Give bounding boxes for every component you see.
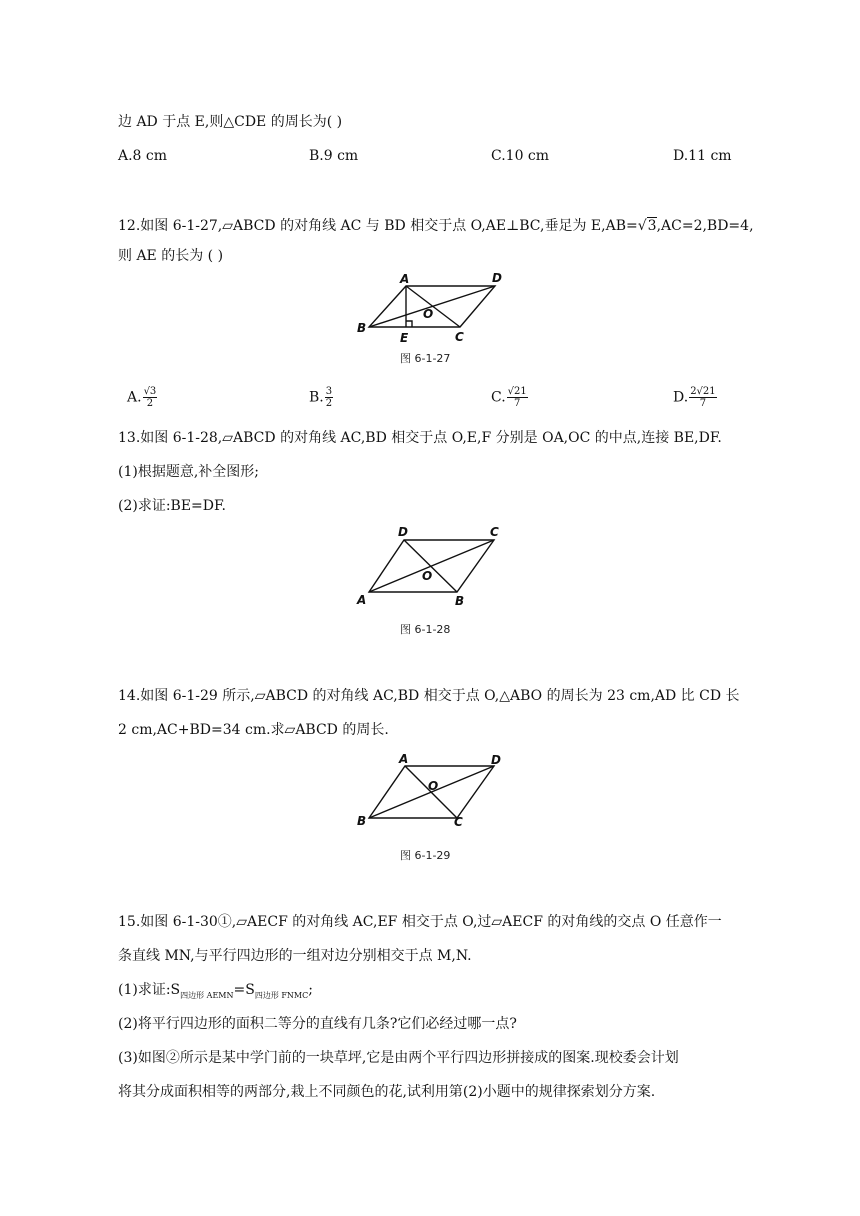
fig27-label-c: C [455,330,464,344]
fig27-label-d: D [492,271,502,285]
q15-part3-line1: (3)如图②所示是某中学门前的一块草坪,它是由两个平行四边形拼接成的图案.现校委会计划 [118,1050,679,1066]
q13-stem: 13.如图 6-1-28,▱ABCD 的对角线 AC,BD 相交于点 O,E,F 分别是 OA,OC 的中点,连接 BE,DF. [118,430,722,446]
q13-figure-caption: 图 6-1-28 [400,623,451,636]
q15-part1: (1)求证$:S_{四边形 AEMN}=S_{四边形 FNMC}$; [118,982,313,1000]
fig28-label-b: B [455,594,465,608]
fig28-label-c: C [490,525,499,539]
fig27-label-b: B [357,321,367,335]
fig29-label-d: D [491,753,501,767]
q12-figure-caption: 图 6-1-27 [400,352,451,365]
q13-part2: (2)求证:BE=DF. [118,498,226,514]
q12-option-d: D. $\frac{2√21}{7}$ [673,386,716,409]
q15-part1-subscript-1: 四边形 AEMN [180,990,234,1000]
q15-part1-subscript-2: 四边形 FNMC [254,990,309,1000]
q14-figure-caption: 图 6-1-29 [400,849,451,862]
q12-sqrt-value: 3 [647,218,657,234]
q15-stem-line2: 条直线 MN,与平行四边形的一组对边分别相交于点 M,N. [118,948,472,964]
q12-stem-part-a: 12.如图 6-1-27,▱ABCD 的对角线 AC 与 BD 相交于点 O,AE⊥BC,垂足为 E,AB= [118,218,638,234]
fig27-label-e: E [400,331,409,345]
fig28-label-o: O [422,569,433,583]
q13-part1: (1)根据题意,补全图形; [118,464,259,480]
fig27-label-a: A [400,272,410,286]
fig28-label-a: A [357,593,367,607]
q11-option-d: D.11 cm [673,148,732,164]
q14-stem-line1: 14.如图 6-1-29 所示,▱ABCD 的对角线 AC,BD 相交于点 O,△ABO 的周长为 23 cm,AD 比 CD 长 [118,688,740,704]
q12-option-d-fraction: $\frac{2√21}{7}$ [690,386,716,409]
q12-stem-line2: 则 AE 的长为 ( ) [118,248,224,264]
q11-option-c: C.10 cm [491,148,550,164]
q12-option-c: C. $\frac{√21}{7}$ [491,386,527,409]
q12-stem-part-b: ,AC=2,BD=4, [656,218,754,234]
q12-option-c-fraction: $\frac{√21}{7}$ [507,386,527,409]
q12-option-a: A. $\frac{√3}{2}$ [127,386,157,409]
q15-part2: (2)将平行四边形的面积二等分的直线有几条?它们必经过哪一点? [118,1016,517,1032]
fig28-label-d: D [398,525,408,539]
q12-option-b: B. $\frac{3}{2}$ [309,386,333,409]
fig29-label-b: B [357,814,367,828]
fig29-label-a: A [399,752,409,766]
fig29-label-c: C [454,815,463,829]
q12-sqrt-sign: √ [637,218,647,234]
fig27-label-o: O [423,307,434,321]
q14-stem-line2: 2 cm,AC+BD=34 cm.求▱ABCD 的周长. [118,722,389,738]
fig29-label-o: O [428,779,439,793]
q11-stem-tail: 边 AD 于点 E,则△CDE 的周长为( ) [118,114,343,130]
q15-stem-line1: 15.如图 6-1-30①,▱AECF 的对角线 AC,EF 相交于点 O,过▱AECF 的对角线的交点 O 任意作一 [118,914,722,930]
q11-option-b: B.9 cm [309,148,359,164]
q12-option-b-fraction: $\frac{3}{2}$ [325,386,333,409]
q12-option-a-fraction: $\frac{√3}{2}$ [143,386,157,409]
q15-part3-line2: 将其分成面积相等的两部分,栽上不同颜色的花,试利用第(2)小题中的规律探索划分方案. [118,1084,656,1100]
q11-option-a: A.8 cm [118,148,168,164]
